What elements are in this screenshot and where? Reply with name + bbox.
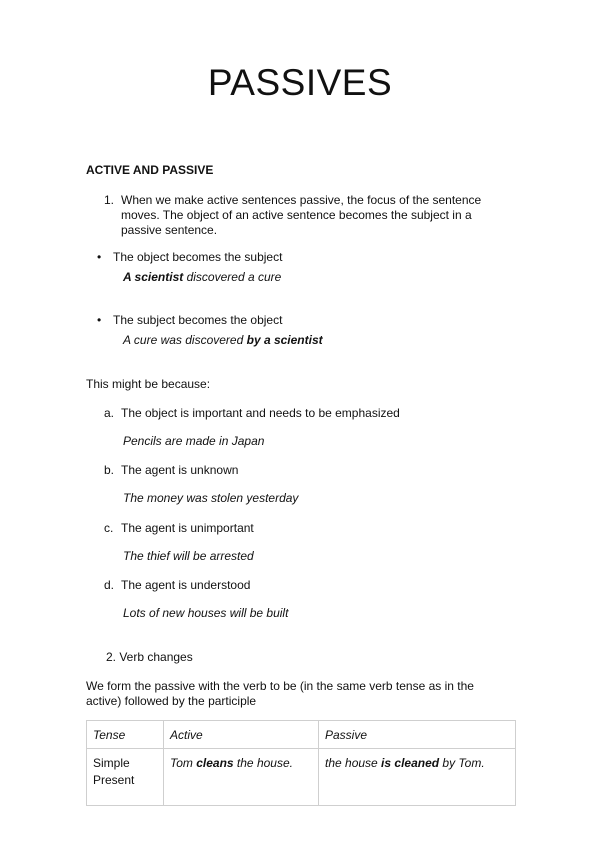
table-header-cell: Active xyxy=(164,721,319,749)
passive-pre: the house xyxy=(325,756,382,770)
example-bold: A scientist xyxy=(123,270,184,284)
reason-text: The object is important and needs to be emphasized xyxy=(121,406,400,420)
passive-post: by Tom. xyxy=(439,756,485,770)
page-title: PASSIVES xyxy=(207,62,393,103)
active-post: the house. xyxy=(233,756,293,770)
list-number: 1. xyxy=(104,193,115,207)
example-rest: discovered a cure xyxy=(183,270,282,284)
bullet-example xyxy=(123,333,323,347)
reason-example: Pencils are made in Japan xyxy=(123,434,265,448)
bullet-text: The object becomes the subject xyxy=(113,250,283,264)
example-bold: by a scientist xyxy=(246,333,323,347)
reason-letter: c. xyxy=(104,521,114,535)
point-2-heading: 2. Verb changes xyxy=(106,650,193,664)
bullet-icon: • xyxy=(97,313,102,327)
reason-example: The thief will be arrested xyxy=(123,549,254,563)
passive-cell xyxy=(319,749,516,806)
active-cell xyxy=(164,749,319,806)
table-row xyxy=(87,749,516,806)
bullet-text: The subject becomes the object xyxy=(113,313,283,327)
reason-example: The money was stolen yesterday xyxy=(123,491,299,505)
reason-letter: d. xyxy=(104,578,115,592)
reason-example: Lots of new houses will be built xyxy=(123,606,289,620)
example-rest: A cure was discovered xyxy=(123,333,247,347)
point-1-text: When we make active sentences passive, the focus of the sentence moves. The object of an active sentence becomes the subject in a passive sentence. xyxy=(121,193,482,237)
bullet-example xyxy=(123,270,281,284)
reason-intro: This might be because: xyxy=(86,377,211,391)
active-pre: Tom xyxy=(170,756,197,770)
bullet-icon: • xyxy=(97,250,102,264)
reason-text: The agent is unknown xyxy=(121,463,239,477)
section-heading: ACTIVE AND PASSIVE xyxy=(86,163,214,177)
active-verb: cleans xyxy=(196,756,234,770)
table-header-cell: Passive xyxy=(319,721,516,749)
verb-table xyxy=(86,720,516,806)
reason-text: The agent is understood xyxy=(121,578,251,592)
table-header-cell: Tense xyxy=(87,721,164,749)
passive-verb: is cleaned xyxy=(381,756,440,770)
table-header-row xyxy=(87,721,516,749)
reason-text: The agent is unimportant xyxy=(121,521,254,535)
passive-intro: We form the passive with the verb to be (in the same verb tense as in the active) followed by the participle xyxy=(86,679,474,708)
reason-letter: b. xyxy=(104,463,115,477)
tense-cell: Simple Present xyxy=(87,749,164,806)
reason-letter: a. xyxy=(104,406,115,420)
